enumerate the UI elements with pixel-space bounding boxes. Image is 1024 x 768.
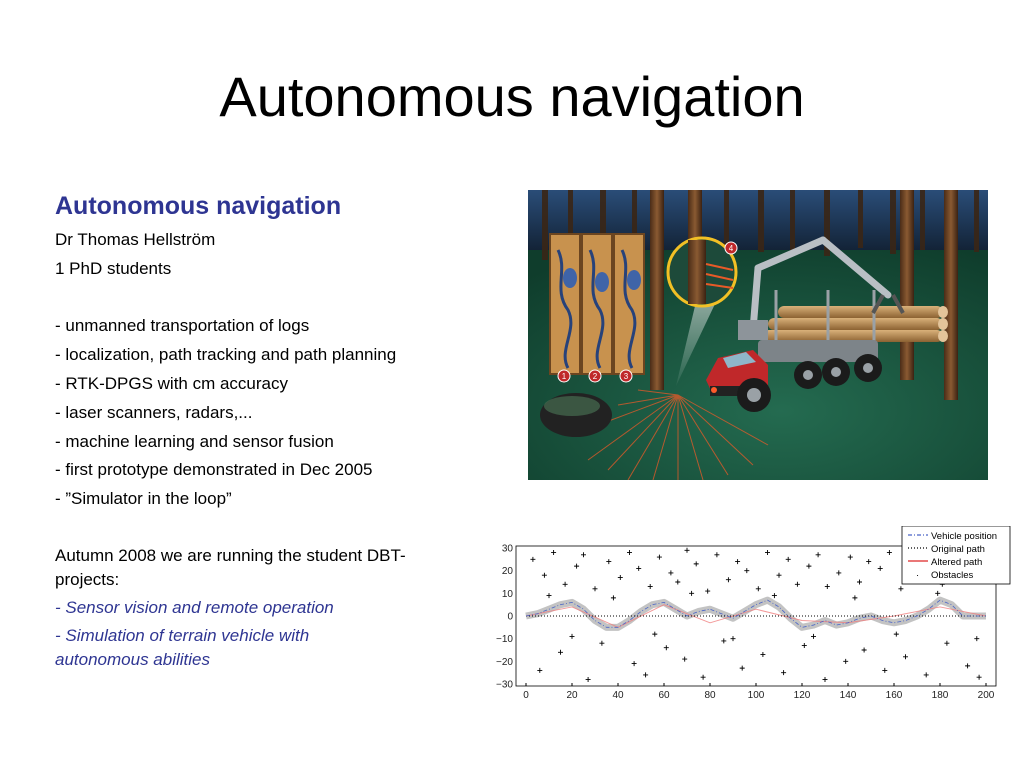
y-tick-label: −20 (496, 656, 513, 668)
bullet-item: - laser scanners, radars,... (55, 402, 253, 422)
bullet-item: - unmanned transportation of logs (55, 316, 310, 336)
text-column (55, 190, 475, 672)
magnifier-inset (668, 238, 737, 306)
autumn-paragraph: Autumn 2008 we are running the student DBT-projects: (55, 545, 406, 589)
project-item: - Sensor vision and remote operation (55, 597, 334, 617)
slide-title: Autonomous navigation (219, 65, 805, 128)
bullet-item: - RTK-DPGS with cm accuracy (55, 373, 289, 393)
marker-3: 3 (623, 372, 629, 381)
x-tick-label: 160 (885, 690, 903, 701)
legend-original-path: Original path (931, 544, 985, 555)
bullet-item: - machine learning and sensor fusion (55, 431, 334, 451)
phd-line: 1 PhD students (55, 258, 172, 278)
y-tick-label: −10 (496, 634, 513, 646)
path-tracking-chart (488, 526, 1020, 706)
x-tick-label: 0 (523, 690, 529, 701)
chart-legend (902, 526, 1010, 584)
x-tick-label: 120 (793, 690, 811, 701)
bullet-item: - first prototype demonstrated in Dec 2005 (55, 460, 373, 480)
legend-obstacles: Obstacles (931, 570, 974, 581)
y-tick-label: 0 (507, 611, 513, 623)
sensor-panels (550, 234, 644, 382)
x-tick-label: 180 (931, 690, 949, 701)
forest-vehicle-illustration (528, 190, 988, 480)
section-heading: Autonomous navigation (55, 192, 342, 220)
y-tick-label: 10 (501, 588, 513, 600)
project-item: - Simulation of terrain vehicle with autonomous abilities (55, 625, 310, 669)
bullet-item: - localization, path tracking and path planning (55, 345, 397, 365)
x-tick-label: 20 (566, 690, 578, 701)
legend-vehicle-position: Vehicle position (931, 531, 998, 542)
x-tick-label: 80 (704, 690, 716, 701)
bullet-item: - ”Simulator in the loop” (55, 489, 232, 509)
svg-text:·: · (916, 570, 920, 581)
marker-2: 2 (592, 372, 598, 381)
legend-altered-path: Altered path (931, 557, 983, 568)
marker-1: 1 (561, 372, 567, 381)
marker-4: 4 (728, 244, 734, 253)
x-tick-label: 100 (747, 690, 765, 701)
x-tick-label: 40 (612, 690, 624, 701)
log-load (763, 306, 948, 342)
x-tick-label: 200 (977, 690, 995, 701)
y-tick-label: 20 (501, 566, 513, 578)
x-tick-label: 140 (839, 690, 857, 701)
author-line: Dr Thomas Hellström (55, 230, 216, 249)
x-tick-label: 60 (658, 690, 670, 701)
y-tick-label: −30 (496, 679, 513, 691)
y-tick-label: 30 (501, 543, 513, 555)
tree-trunk (650, 190, 664, 390)
